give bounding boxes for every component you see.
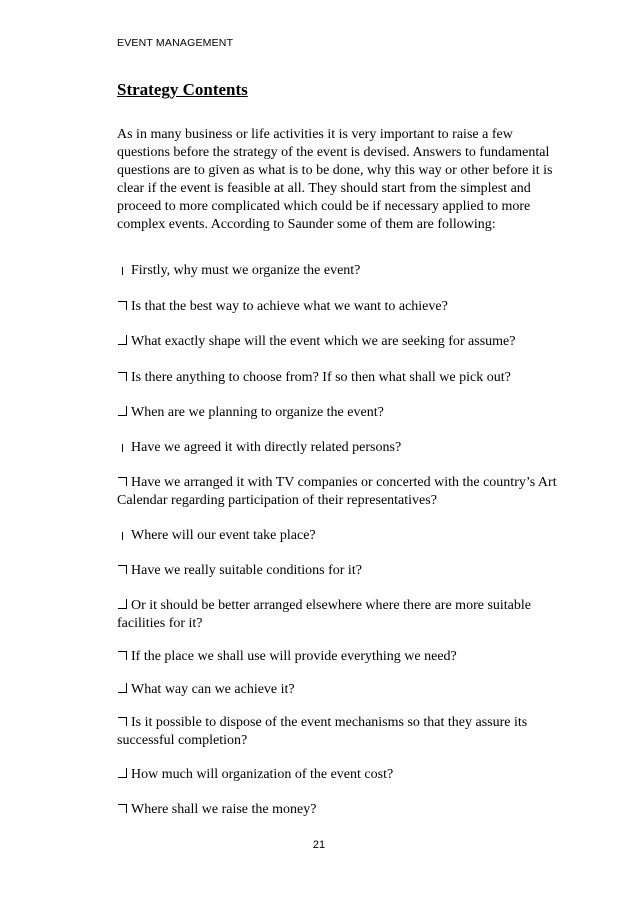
corner-bottom-icon [117, 598, 131, 609]
question-item [117, 681, 567, 699]
question-item [117, 439, 567, 457]
section-title: Strategy Contents [117, 80, 248, 99]
question-text: If the place we shall use will provide everything we need? [131, 649, 457, 664]
question-item [117, 714, 567, 750]
question-text: Have we agreed it with directly related persons? [131, 440, 402, 455]
corner-bottom-icon [117, 767, 131, 778]
corner-top-icon [117, 299, 131, 310]
corner-top-icon [117, 563, 131, 574]
question-text: Where shall we raise the money? [131, 802, 317, 817]
question-text: Is it possible to dispose of the event mechanisms so that they assure its successful completion? [117, 715, 528, 748]
question-text: When are we planning to organize the event? [131, 405, 384, 420]
question-item [117, 262, 567, 280]
question-text: Is that the best way to achieve what we want to achieve? [131, 299, 448, 314]
question-text: How much will organization of the event cost? [131, 767, 394, 782]
bar-icon [117, 263, 131, 274]
running-header: EVENT MANAGEMENT [117, 37, 234, 49]
question-text: Where will our event take place? [131, 528, 316, 543]
question-text: Is there anything to choose from? If so then what shall we pick out? [131, 370, 511, 385]
question-text: Have we really suitable conditions for it? [131, 563, 362, 578]
corner-top-icon [117, 802, 131, 813]
corner-top-icon [117, 370, 131, 381]
corner-top-icon [117, 475, 131, 486]
corner-top-icon [117, 649, 131, 660]
question-item [117, 527, 567, 545]
corner-bottom-icon [117, 682, 131, 693]
question-item [117, 404, 567, 422]
question-item [117, 801, 567, 819]
page-number: 21 [312, 839, 326, 851]
bar-icon [117, 528, 131, 539]
question-text: What way can we achieve it? [131, 682, 295, 697]
corner-top-icon [117, 715, 131, 726]
question-item [117, 333, 567, 351]
question-item [117, 648, 567, 666]
corner-bottom-icon [117, 405, 131, 416]
question-text: Firstly, why must we organize the event? [131, 263, 361, 278]
question-text: What exactly shape will the event which we are seeking for assume? [131, 334, 516, 349]
question-item [117, 597, 567, 633]
question-item [117, 298, 567, 316]
question-item [117, 474, 567, 510]
question-text: Or it should be better arranged elsewhere where there are more suitable facilities for it? [117, 598, 531, 631]
intro-paragraph: As in many business or life activities it is very important to raise a few questions before the strategy of the event is devised. Answers to fundamental questions are to given as what is to be done, why this way or other before it is clear if the event is feasible at all. They should start from the simplest and proceed to more complicated which could be if necessary applied to more complex events. According to Saunder some of them are following: [117, 127, 553, 232]
question-text: Have we arranged it with TV companies or concerted with the country’s Art Calendar regarding participation of their representatives? [117, 475, 557, 508]
question-item [117, 766, 567, 784]
corner-bottom-icon [117, 334, 131, 345]
question-item [117, 562, 567, 580]
question-item [117, 369, 567, 387]
bar-icon [117, 440, 131, 451]
